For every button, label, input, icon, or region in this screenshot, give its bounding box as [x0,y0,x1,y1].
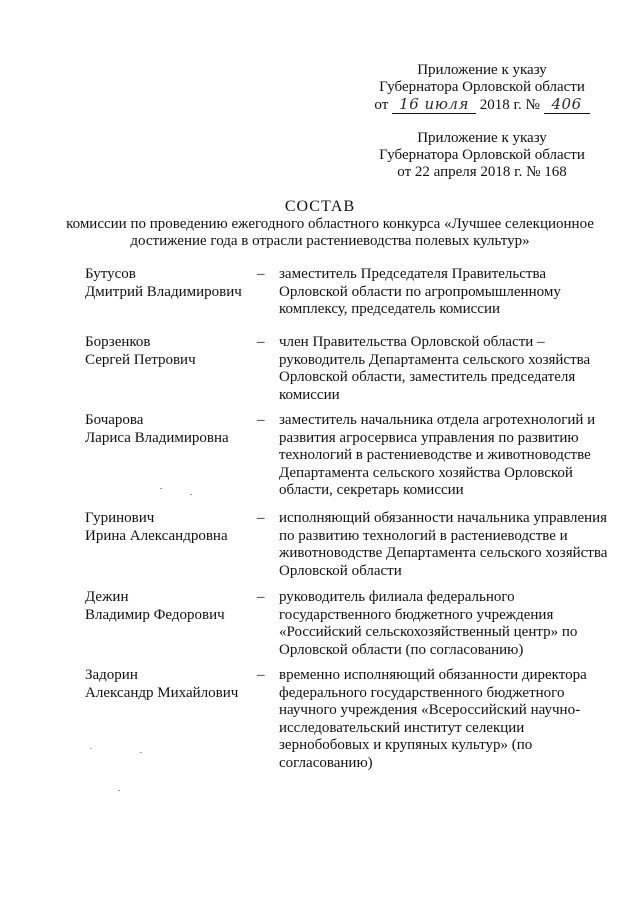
member-name [85,667,255,702]
appendix-current-line3 [362,96,602,114]
member-name [85,334,255,369]
member-dash: – [257,510,265,526]
member-surname: Борзенков [85,334,151,350]
appendix-current-line1: Приложение к указу [417,62,547,78]
member-position: заместитель Председателя Правительства Орловской области по агропромышленному комплексу, председатель комиссии [279,266,561,317]
member-name [85,266,255,301]
member-dash: – [257,334,265,350]
member-given-name: Лариса Владимировна [85,429,229,446]
member-position: временно исполняющий обязанности директора федерального государственного бюджетного научного учреждения «Всероссийский научно-исследовательский институт селекции зернобобовых и крупяных культур» (по согласованию) [279,667,587,771]
member-given-name: Владимир Федорович [85,606,225,623]
appendix-current-prefix: от [374,97,389,113]
member-surname: Дежин [85,589,129,605]
member-dash: – [257,589,265,605]
member-dash: – [257,412,265,428]
appendix-current-line2: Губернатора Орловской области [379,79,585,95]
member-name [85,412,255,447]
appendix-original-line1: Приложение к указу [417,130,547,146]
appendix-original-line3: от 22 апреля 2018 г. № 168 [397,164,567,180]
appendix-original-line2: Губернатора Орловской области [379,147,585,163]
member-name [85,589,255,624]
member-dash: – [257,667,265,683]
appendix-header-current [362,62,602,114]
appendix-header-original [362,130,602,181]
member-given-name: Сергей Петрович [85,351,196,368]
document-subtitle: комиссии по проведению ежегодного областного конкурса «Лучшее селекционное достижение года в отрасли растениеводства полевых культур» [66,216,594,249]
member-surname: Гуринович [85,510,155,526]
appendix-current-year: 2018 г. № [479,97,540,113]
scan-speck [190,494,192,495]
member-position: заместитель начальника отдела агротехнологий и развития агросервиса управления по развитию технологий в растениеводстве и животноводстве Департамента сельского хозяйства Орловской области, секретарь комиссии [279,412,596,498]
member-given-name: Дмитрий Владимирович [85,283,242,300]
scan-speck [118,790,120,791]
scan-speck [160,488,162,489]
member-surname: Бутусов [85,266,136,282]
member-position: исполняющий обязанности начальника управления по развитию технологий в растениеводстве и животноводстве Департамента сельского хозяйства Орловской области [279,510,608,579]
member-name [85,510,255,545]
member-position: член Правительства Орловской области – руководитель Департамента сельского хозяйства Орловской области, заместитель председателя комиссии [279,334,591,403]
scan-speck [90,748,92,749]
member-surname: Бочарова [85,412,144,428]
member-given-name: Ирина Александровна [85,527,228,544]
member-given-name: Александр Михайлович [85,684,239,701]
member-surname: Задорин [85,667,138,683]
member-dash: – [257,266,265,282]
document-title: СОСТАВ [284,198,356,215]
handwritten-date: 16 июля [392,96,476,114]
member-position: руководитель филиала федерального государственного бюджетного учреждения «Российский сельскохозяйственный центр» по Орловской области (по согласованию) [279,589,578,658]
scan-speck [140,752,142,753]
handwritten-number: 406 [544,96,590,114]
